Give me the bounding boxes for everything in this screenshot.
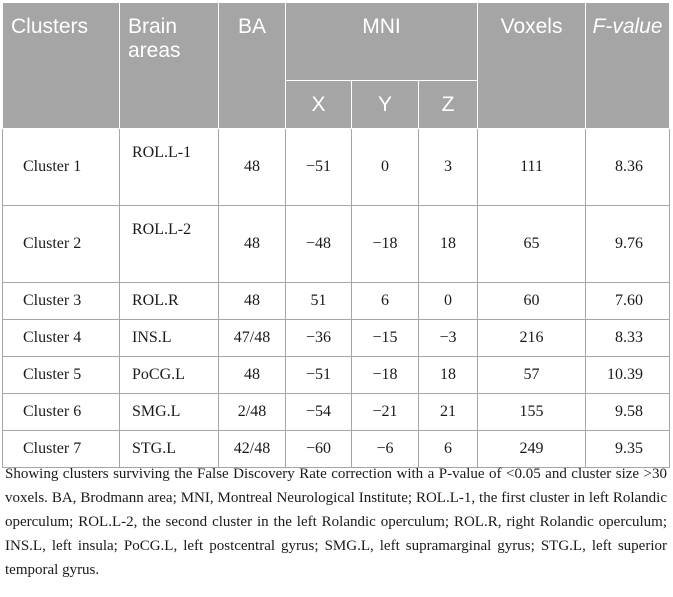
cell-voxels: 65 <box>478 206 586 283</box>
cell-voxels: 57 <box>478 357 586 394</box>
cell-z: 18 <box>419 357 478 394</box>
cell-voxels: 249 <box>478 431 586 468</box>
cell-x: −54 <box>286 394 352 431</box>
cell-y: 0 <box>352 129 419 206</box>
cell-brain-area: INS.L <box>120 320 219 357</box>
cell-z: 18 <box>419 206 478 283</box>
cell-cluster: Cluster 4 <box>3 320 120 357</box>
cell-y: 6 <box>352 283 419 320</box>
header-x: X <box>286 81 352 129</box>
cell-ba: 48 <box>219 206 286 283</box>
cell-ba: 48 <box>219 129 286 206</box>
cell-x: 51 <box>286 283 352 320</box>
cell-brain-area: ROL.L-2 <box>120 206 219 283</box>
table-row <box>3 394 670 431</box>
header-y: Y <box>352 81 419 129</box>
table-row <box>3 357 670 394</box>
cell-voxels: 216 <box>478 320 586 357</box>
cell-cluster: Cluster 7 <box>3 431 120 468</box>
cell-z: −3 <box>419 320 478 357</box>
cell-cluster: Cluster 3 <box>3 283 120 320</box>
cell-f-value: 9.58 <box>586 394 670 431</box>
cell-x: −51 <box>286 129 352 206</box>
cell-x: −51 <box>286 357 352 394</box>
cell-cluster: Cluster 6 <box>3 394 120 431</box>
cell-brain-area: ROL.R <box>120 283 219 320</box>
table-footnote: Showing clusters surviving the False Discovery Rate correction with a P-value of <0.05 and cluster size >30 voxels. BA, Brodmann area; MNI, Montreal Neurological Institute; ROL.L-1, the first cluster in left Rolandic operculum; ROL.L-2, the second cluster in the left Rolandic operculum; ROL.R, right Rolandic operculum; INS.L, left insula; PoCG.L, left postcentral gyrus; SMG.L, left supramarginal gyrus; STG.L, left superior temporal gyrus. <box>5 466 667 578</box>
cell-brain-area: PoCG.L <box>120 357 219 394</box>
table-row <box>3 283 670 320</box>
table-row <box>3 206 670 283</box>
cell-brain-area: STG.L <box>120 431 219 468</box>
header-z: Z <box>419 81 478 129</box>
cell-cluster: Cluster 5 <box>3 357 120 394</box>
cell-brain-area: SMG.L <box>120 394 219 431</box>
cell-brain-area: ROL.L-1 <box>120 129 219 206</box>
header-f-value <box>586 3 670 129</box>
header-ba: BA <box>219 3 286 129</box>
cell-cluster: Cluster 1 <box>3 129 120 206</box>
table-header-row <box>3 3 670 81</box>
cell-ba: 2/48 <box>219 394 286 431</box>
cell-f-value: 9.35 <box>586 431 670 468</box>
cell-z: 3 <box>419 129 478 206</box>
cell-z: 6 <box>419 431 478 468</box>
table-row <box>3 320 670 357</box>
clusters-table <box>2 2 670 468</box>
cell-x: −60 <box>286 431 352 468</box>
header-brain-areas: Brain areas <box>120 3 219 129</box>
header-voxels: Voxels <box>478 3 586 129</box>
cell-ba: 48 <box>219 283 286 320</box>
cell-y: −18 <box>352 206 419 283</box>
cell-cluster: Cluster 2 <box>3 206 120 283</box>
header-clusters: Clusters <box>3 3 120 129</box>
cell-f-value: 8.36 <box>586 129 670 206</box>
cell-y: −21 <box>352 394 419 431</box>
cell-voxels: 155 <box>478 394 586 431</box>
header-f-value-text: F-value <box>592 15 663 38</box>
cell-z: 0 <box>419 283 478 320</box>
table-row <box>3 129 670 206</box>
cell-ba: 42/48 <box>219 431 286 468</box>
cell-y: −6 <box>352 431 419 468</box>
cell-voxels: 60 <box>478 283 586 320</box>
cell-z: 21 <box>419 394 478 431</box>
cell-x: −48 <box>286 206 352 283</box>
cell-f-value: 7.60 <box>586 283 670 320</box>
cell-f-value: 9.76 <box>586 206 670 283</box>
cell-y: −18 <box>352 357 419 394</box>
cell-ba: 47/48 <box>219 320 286 357</box>
cell-ba: 48 <box>219 357 286 394</box>
cell-voxels: 111 <box>478 129 586 206</box>
cell-y: −15 <box>352 320 419 357</box>
cell-f-value: 10.39 <box>586 357 670 394</box>
cell-x: −36 <box>286 320 352 357</box>
header-mni: MNI <box>286 3 478 81</box>
cell-f-value: 8.33 <box>586 320 670 357</box>
